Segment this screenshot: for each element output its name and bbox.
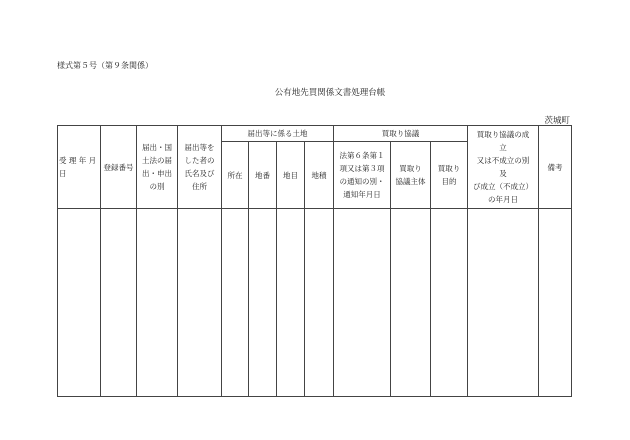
table-cell bbox=[334, 209, 391, 397]
header-land-category: 地目 bbox=[277, 142, 305, 209]
table-cell bbox=[539, 209, 572, 397]
municipality-name: 茨城町 bbox=[544, 116, 570, 126]
table-cell bbox=[468, 209, 539, 397]
page-title: 公有地先買関係文書処理台帳 bbox=[274, 88, 386, 98]
table-cell bbox=[137, 209, 178, 397]
header-lot-number: 地番 bbox=[249, 142, 277, 209]
header-notifier: 届出等を した者の 氏名及び 住所 bbox=[178, 126, 222, 209]
table-cell bbox=[222, 209, 249, 397]
header-remarks: 備考 bbox=[539, 126, 572, 209]
header-conclusion: 買取り協議の成 立 又は不成立の別 及 び成立（不成立） の年月日 bbox=[468, 126, 539, 209]
header-received-date: 受 理 年 月 日 bbox=[58, 126, 101, 209]
form-number: 様式第５号（第９条関係） bbox=[57, 61, 153, 70]
table-cell bbox=[391, 209, 431, 397]
register-table bbox=[57, 125, 572, 397]
header-land-area: 地積 bbox=[305, 142, 334, 209]
header-purpose: 買取り 目的 bbox=[431, 142, 468, 209]
header-location: 所在 bbox=[222, 142, 249, 209]
header-purchaser: 買取り 協議主体 bbox=[391, 142, 431, 209]
table-cell bbox=[305, 209, 334, 397]
table-cell bbox=[431, 209, 468, 397]
table-cell bbox=[277, 209, 305, 397]
header-group-land: 届出等に係る土地 bbox=[222, 126, 334, 142]
table-row bbox=[58, 209, 572, 397]
header-notice: 法第６条第１ 項又は第３項 の通知の別・ 通知年月日 bbox=[334, 142, 391, 209]
table-cell bbox=[178, 209, 222, 397]
header-notification-type: 届出・国 土法の届 出・申出 の別 bbox=[137, 126, 178, 209]
header-group-purchase: 買取り協議 bbox=[334, 126, 468, 142]
table-cell bbox=[101, 209, 137, 397]
table-cell bbox=[249, 209, 277, 397]
header-registration-number: 登録番号 bbox=[101, 126, 137, 209]
table-cell bbox=[58, 209, 101, 397]
